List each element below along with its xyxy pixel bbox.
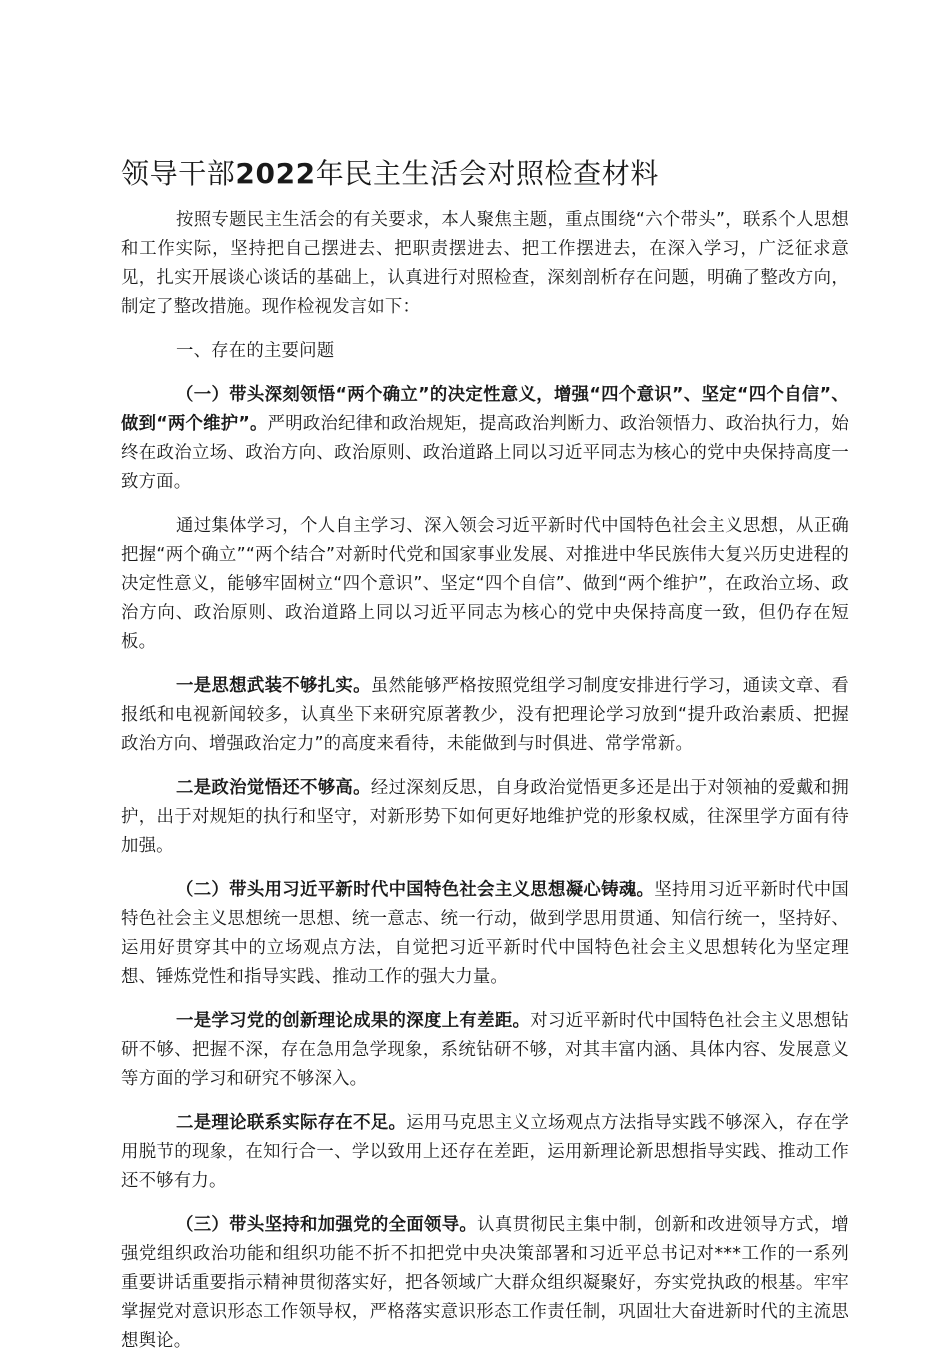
section-heading-main-problems: 一、存在的主要问题: [176, 341, 335, 361]
paragraph-point-1-2: 二是政治觉悟还不够高。经过深刻反思，自身政治觉悟更多还是出于对领袖的爱戴和拥护，出于对规矩的执行和坚守，对新形势下如何更好地维护党的形象权威，往深里学方面有待加强。: [121, 778, 850, 856]
subsection-3-lead: （三）带头坚持和加强党的全面领导。: [176, 1215, 478, 1235]
paragraph-study: 通过集体学习，个人自主学习、深入领会习近平新时代中国特色社会主义思想，从正确把握“两个确立”“两个结合”对新时代党和国家事业发展、对推进中华民族伟大复兴历史进程的决定性意义，能够牢固树立“四个意识”、坚定“四个自信”、做到“两个维护”，在政治立场、政治方向、政治原则、政治道路上同以习近平同志为核心的党中央保持高度一致，但仍存在短板。: [121, 516, 849, 652]
subsection-2-lead: （二）带头用习近平新时代中国特色社会主义思想凝心铸魂。: [176, 880, 655, 900]
document-body: [121, 206, 849, 1371]
paragraph-subsection-3: （三）带头坚持和加强党的全面领导。认真贯彻民主集中制，创新和改进领导方式，增强党组织政治功能和组织功能不折不扣把党中央决策部署和习近平总书记对***工作的一系列重要讲话重要指示精神贯彻落实好，把各领域广大群众组织凝聚好，夯实党执政的根基。牢牢掌握党对意识形态工作领导权，严格落实意识形态工作责任制，巩固壮大奋进新时代的主流思想舆论。: [121, 1215, 850, 1351]
title-year: 2022: [235, 157, 316, 190]
paragraph-point-2-1: 一是学习党的创新理论成果的深度上有差距。对习近平新时代中国特色社会主义思想钻研不够、把握不深，存在急用急学现象，系统钻研不够，对其丰富内涵、具体内容、发展意义等方面的学习和研究不够深入。: [121, 1011, 849, 1089]
paragraph-subsection-2: （二）带头用习近平新时代中国特色社会主义思想凝心铸魂。坚持用习近平新时代中国特色社会主义思想统一思想、统一意志、统一行动，做到学思用贯通、知信行统一，坚持好、运用好贯穿其中的立场观点方法，自觉把习近平新时代中国特色社会主义思想转化为坚定理想、锤炼党性和指导实践、推动工作的强大力量。: [121, 880, 850, 987]
subsection-1-lead: （一）带头深刻领悟“两个确立”的决定性意义，增强“四个意识”、坚定“四个自信”、做到“两个维护”。: [121, 385, 849, 434]
paragraph-intro: 按照专题民主生活会的有关要求，本人聚焦主题，重点围绕“六个带头”，联系个人思想和工作实际，坚持把自己摆进去、把职责摆进去、把工作摆进去，在深入学习，广泛征求意见，扎实开展谈心谈话的基础上，认真进行对照检查，深刻剖析存在问题，明确了整改方向，制定了整改措施。现作检视发言如下：: [121, 210, 849, 317]
title-suffix: 年民主生活会对照检查材料: [315, 157, 659, 190]
paragraph-subsection-1: （一）带头深刻领悟“两个确立”的决定性意义，增强“四个意识”、坚定“四个自信”、做到“两个维护”。严明政治纪律和政治规矩，提高政治判断力、政治领悟力、政治执行力，始终在政治立场、政治方向、政治原则、政治道路上同以习近平同志为核心的党中央保持高度一致方面。: [121, 385, 849, 492]
document-title: [121, 152, 841, 196]
title-prefix: 领导干部: [121, 157, 236, 190]
paragraph-point-1-1: 一是思想武装不够扎实。虽然能够严格按照党组学习制度安排进行学习，通读文章、看报纸和电视新闻较多，认真坐下来研究原著教少，没有把理论学习放到“提升政治素质、把握政治方向、增强政治定力”的高度来看待，未能做到与时俱进、常学常新。: [121, 676, 850, 754]
paragraph-point-2-2: 二是理论联系实际存在不足。运用马克思主义立场观点方法指导实践不够深入，存在学用脱节的现象，在知行合一、学以致用上还存在差距，运用新理论新思想指导实践、推动工作还不够有力。: [121, 1113, 849, 1191]
